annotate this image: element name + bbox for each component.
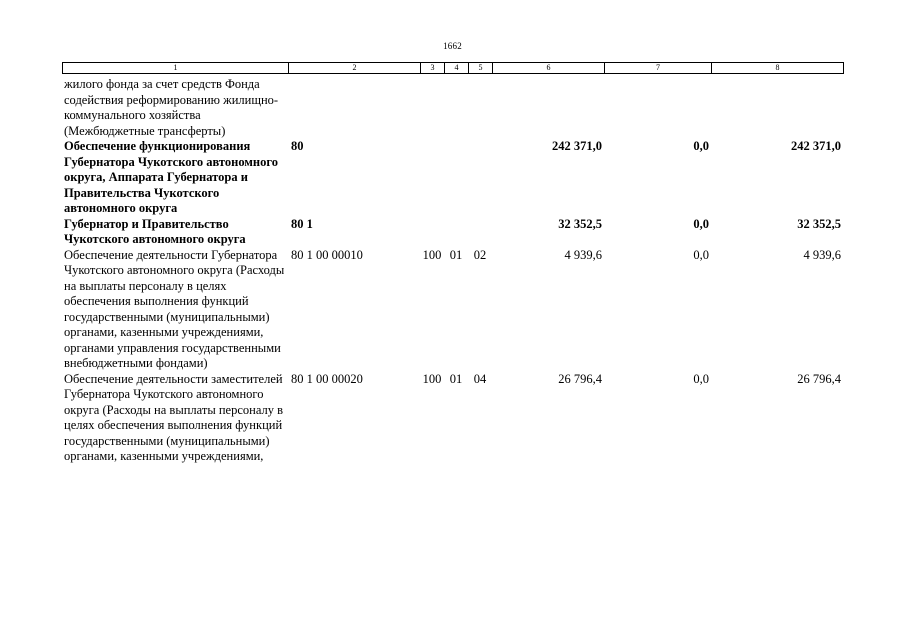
row-value-6 xyxy=(492,77,604,139)
column-header-table xyxy=(62,62,844,74)
row-vr: 100 xyxy=(422,371,442,386)
row-value-8 xyxy=(711,77,843,139)
column-header-2: 2 xyxy=(289,63,421,74)
row-pr: 04 xyxy=(473,371,487,386)
row-value-8: 32 352,5 xyxy=(797,216,841,231)
budget-table xyxy=(62,77,843,465)
row-csr: 80 1 00 00010 xyxy=(291,247,363,262)
row-value-7: 0,0 xyxy=(693,371,709,386)
row-name: Губернатор и Правительство Чукотского автономного округа xyxy=(64,216,246,246)
row-rz xyxy=(444,217,468,248)
row-value-7 xyxy=(604,77,711,139)
row-vr xyxy=(420,139,444,217)
row-value-6: 242 371,0 xyxy=(552,139,602,153)
column-header-5: 5 xyxy=(469,63,493,74)
row-csr xyxy=(288,77,420,139)
row-vr xyxy=(420,77,444,139)
row-csr: 80 1 00 00020 xyxy=(291,371,363,386)
column-header-4: 4 xyxy=(445,63,469,74)
row-name: жилого фонда за счет средств Фонда содействия реформированию жилищно-коммунального хозяйства (Межбюджетные трансферты) xyxy=(64,77,279,138)
row-pr xyxy=(468,139,492,217)
row-rz xyxy=(444,139,468,217)
row-value-8: 242 371,0 xyxy=(791,139,841,153)
row-rz: 01 xyxy=(449,371,463,386)
row-value-8: 26 796,4 xyxy=(797,371,841,386)
table-row xyxy=(62,139,843,217)
row-value-6: 26 796,4 xyxy=(558,371,602,386)
row-value-6: 32 352,5 xyxy=(558,216,602,231)
row-name: Обеспечение функционирования Губернатора Чукотского автономного округа, Аппарата Губернатора и Правительства Чукотского автономного округа xyxy=(64,139,278,215)
row-pr xyxy=(468,217,492,248)
row-csr: 80 xyxy=(291,139,304,153)
table-row xyxy=(62,217,843,248)
table-row xyxy=(62,372,843,465)
row-value-6: 4 939,6 xyxy=(564,247,602,262)
row-vr: 100 xyxy=(422,247,442,262)
row-rz xyxy=(444,77,468,139)
column-header-7: 7 xyxy=(605,63,712,74)
row-value-7: 0,0 xyxy=(693,216,709,231)
column-header-6: 6 xyxy=(493,63,605,74)
column-header-8: 8 xyxy=(712,63,844,74)
column-header-row xyxy=(63,63,844,74)
column-header-1: 1 xyxy=(63,63,289,74)
row-name: Обеспечение деятельности Губернатора Чукотского автономного округа (Расходы на выплаты персоналу в целях обеспечения выполнения функций государственными (муниципальными) органами, казенными учреждениями, органами управления государственными внебюджетными фондами) xyxy=(64,247,285,370)
row-value-7: 0,0 xyxy=(693,247,709,262)
column-header-3: 3 xyxy=(421,63,445,74)
table-row xyxy=(62,77,843,139)
row-value-7: 0,0 xyxy=(693,139,709,153)
row-pr: 02 xyxy=(473,247,487,262)
row-pr xyxy=(468,77,492,139)
table-row xyxy=(62,248,843,372)
row-value-8: 4 939,6 xyxy=(803,247,841,262)
row-name: Обеспечение деятельности заместителей Губернатора Чукотского автономного округа (Расходы на выплаты персоналу в целях обеспечения выполнения функций государственными (муниципальными) органами, казенными учреждениями, xyxy=(64,371,284,463)
page-number: 1662 xyxy=(443,41,462,51)
row-rz: 01 xyxy=(449,247,463,262)
row-csr: 80 1 xyxy=(291,216,313,231)
row-vr xyxy=(420,217,444,248)
